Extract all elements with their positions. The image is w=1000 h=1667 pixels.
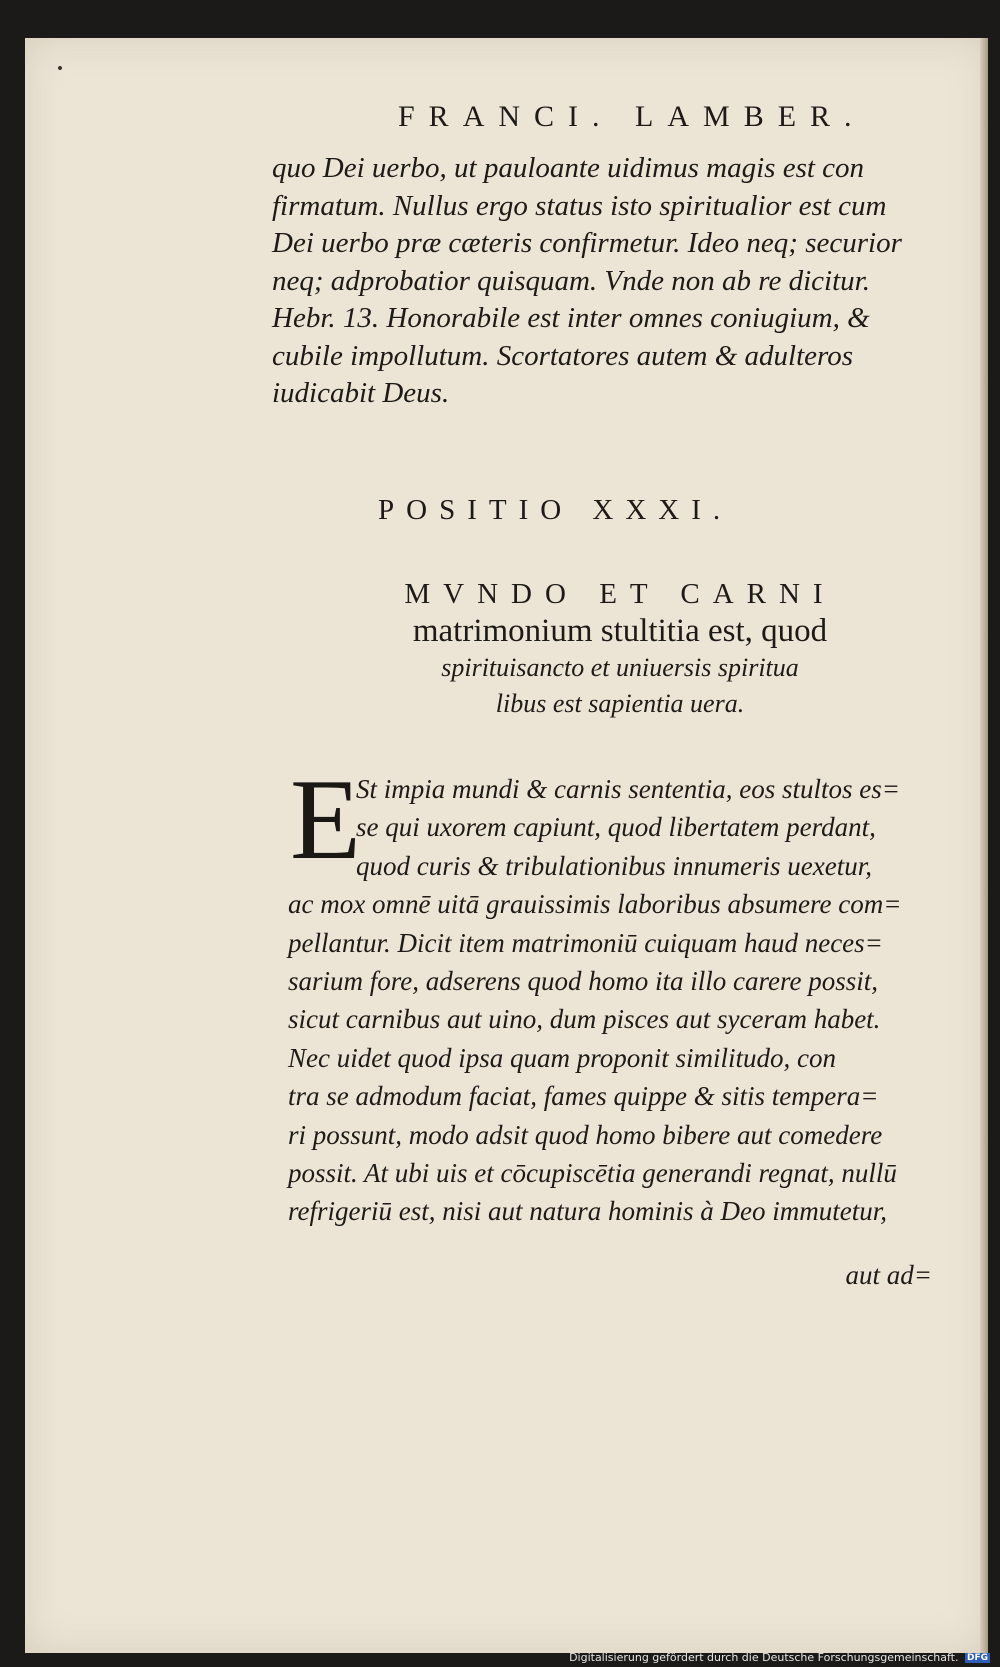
section-heading: POSITIO XXXI. bbox=[378, 494, 733, 526]
text-line: Hebr. 13. Honorabile est inter omnes coniugium, & bbox=[272, 302, 870, 334]
running-head: FRANCI. LAMBER. bbox=[398, 100, 866, 133]
dfg-logo: DFG bbox=[966, 1653, 988, 1663]
footer-text: Digitalisierung gefördert durch die Deutsche Forschungsgemeinschaft. bbox=[569, 1651, 959, 1664]
paragraph-2 bbox=[288, 756, 928, 1231]
thesis-italic-line: spirituisancto et uniuersis spiritua bbox=[441, 653, 799, 682]
text-line: neq; adprobatior quisquam. Vnde non ab re dicitur. bbox=[272, 264, 870, 297]
text-line: iudicabit Deus. bbox=[272, 377, 450, 409]
text-line: sicut carnibus aut uino, dum pisces aut syceram habet. bbox=[288, 1004, 881, 1035]
text-line: firmatum. Nullus ergo status isto spiritualior est cum bbox=[272, 189, 887, 222]
thesis-block bbox=[330, 578, 910, 722]
text-line: cubile impollutum. Scortatores autem & adulteros bbox=[272, 339, 854, 372]
text-line: pellantur. Dicit item matrimoniū cuiquam haud neces= bbox=[288, 927, 883, 958]
text-line: Nec uidet quod ipsa quam proponit similitudo, con bbox=[288, 1042, 836, 1073]
thesis-roman-line: matrimonium stultitia est, quod bbox=[412, 613, 828, 649]
text-line: possit. At ubi uis et cōcupiscētia generandi regnat, nullū bbox=[288, 1158, 897, 1189]
text-line: sarium fore, adserens quod homo ita illo carere possit, bbox=[288, 966, 878, 997]
text-line: quo Dei uerbo, ut pauloante uidimus magis est con bbox=[272, 152, 865, 184]
paragraph-1 bbox=[272, 150, 932, 413]
page-edge bbox=[980, 38, 988, 1653]
text-line: se qui uxorem capiunt, quod libertatem perdant, bbox=[356, 812, 876, 843]
text-line: Dei uerbo præ cæteris confirmetur. Ideo neq; securior bbox=[272, 227, 902, 259]
ink-speck bbox=[58, 66, 62, 70]
digitization-footer bbox=[569, 1651, 990, 1664]
text-line: quod curis & tribulationibus innumeris uexetur, bbox=[356, 850, 872, 881]
text-line: refrigeriū est, nisi aut natura hominis à Deo immutetur, bbox=[288, 1196, 887, 1227]
text-line: ri possunt, modo adsit quod homo bibere aut comedere bbox=[288, 1119, 883, 1150]
text-line: ac mox omnē uitā grauissimis laboribus absumere com= bbox=[288, 889, 902, 920]
thesis-italic-line: libus est sapientia uera. bbox=[495, 689, 745, 718]
catchword: aut ad= bbox=[845, 1260, 932, 1290]
text-line: St impia mundi & carnis sententia, eos stultos es= bbox=[356, 774, 900, 804]
text-line: tra se admodum faciat, fames quippe & sitis tempera= bbox=[288, 1081, 879, 1112]
drop-cap: E bbox=[290, 756, 361, 884]
thesis-caps-line: MVNDO ET CARNI bbox=[404, 578, 836, 610]
